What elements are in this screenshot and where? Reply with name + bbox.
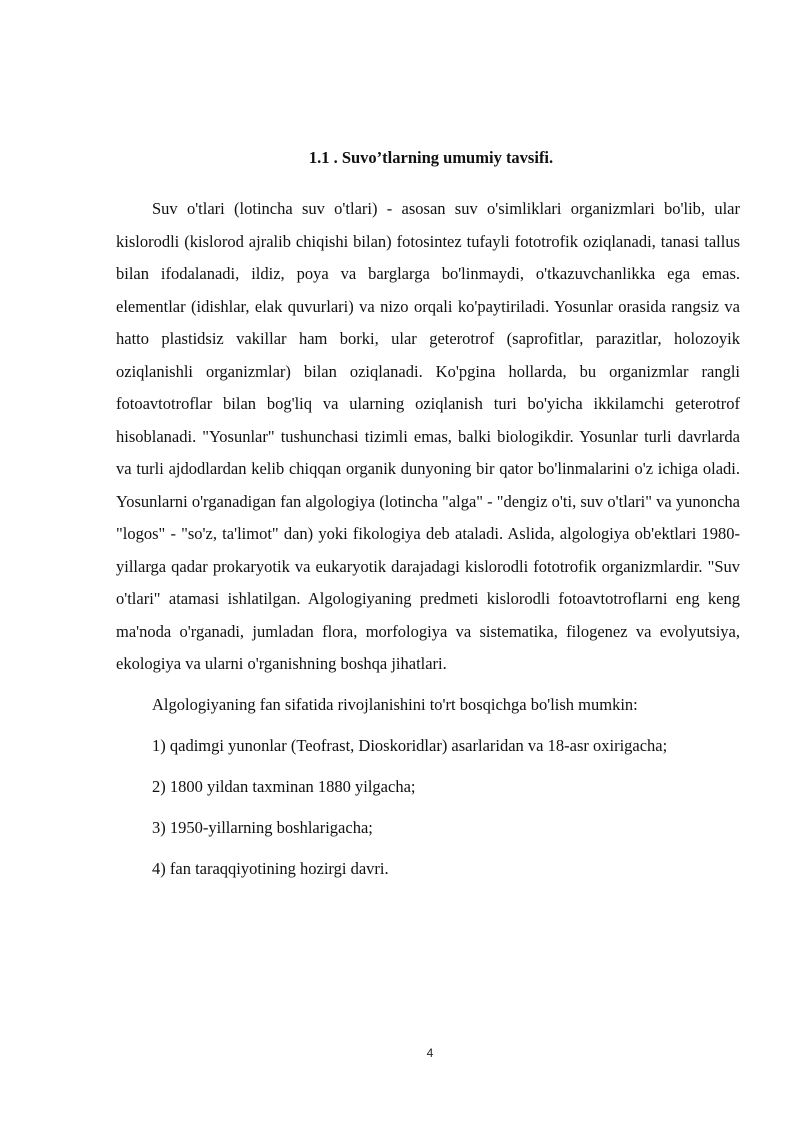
paragraph-stage-1: 1) qadimgi yunonlar (Teofrast, Dioskoridlar) asarlaridan va 18-asr oxirigacha; (152, 736, 668, 755)
paragraph-stages-intro: Algologiyaning fan sifatida rivojlanishini to'rt bosqichga bo'lish mumkin: (152, 695, 638, 714)
page-number: 4 (426, 1046, 434, 1060)
paragraph-intro: Suv o'tlari (lotincha suv o'tlari) - asosan suv o'simliklari organizmlari bo'lib, ular kislorodli (kislorod ajralib chiqishi bilan) fotosintez tufayli fototrofik oziqlanadi, tanasi tallus bilan ifodalanadi, ildiz, poya va barglarga bo'linmaydi, o'tkazuvchanlikka ega emas. elementlar (idishlar, elak quvurlari) va nizo orqali ko'paytiriladi. Yosunlar orasida rangsiz va hatto plastidsiz vakillar ham borki, ular geterotrof (saprofitlar, parazitlar, holozoyik oziqlanishli organizmlar) bilan oziqlanadi. Ko'pgina hollarda, bu organizmlar rangli fotoavtotroflar bilan bog'liq va ularning oziqlanish turi bo'yicha ikkilamchi geterotrof hisoblanadi. "Yosunlar" tushunchasi tizimli emas, balki biologikdir. Yosunlar turli davrlarda va turli ajdodlardan kelib chiqqan organik dunyoning bir qator bo'linmalarini o'z ichiga oladi. Yosunlarni o'rganadigan fan algologiya (lotincha "alga" - "dengiz o'ti, suv o'tlari" va yunoncha "logos" - "so'z, ta'limot" dan) yoki fikologiya deb ataladi. Aslida, algologiya ob'ektlari 1980-yillarga qadar prokaryotik va eukaryotik darajadagi kislorodli fototrofik organizmlardir. "Suv o'tlari" atamasi ishlatilgan. Algologiyaning predmeti kislorodli fotoavtotroflarni eng keng ma'noda o'rganadi, jumladan flora, morfologiya va sistematika, filogenez va evolyutsiya, ekologiya va ularni o'rganishning boshqa jihatlari. (116, 199, 740, 673)
paragraph-stage-2: 2) 1800 yildan taxminan 1880 yilgacha; (152, 777, 416, 796)
section-heading: 1.1 . Suvo’tlarning umumiy tavsifi. (308, 148, 554, 167)
document-page (116, 146, 740, 886)
paragraph-stage-4: 4) fan taraqqiyotining hozirgi davri. (152, 859, 389, 878)
paragraph-stage-3: 3) 1950-yillarning boshlarigacha; (152, 818, 373, 837)
